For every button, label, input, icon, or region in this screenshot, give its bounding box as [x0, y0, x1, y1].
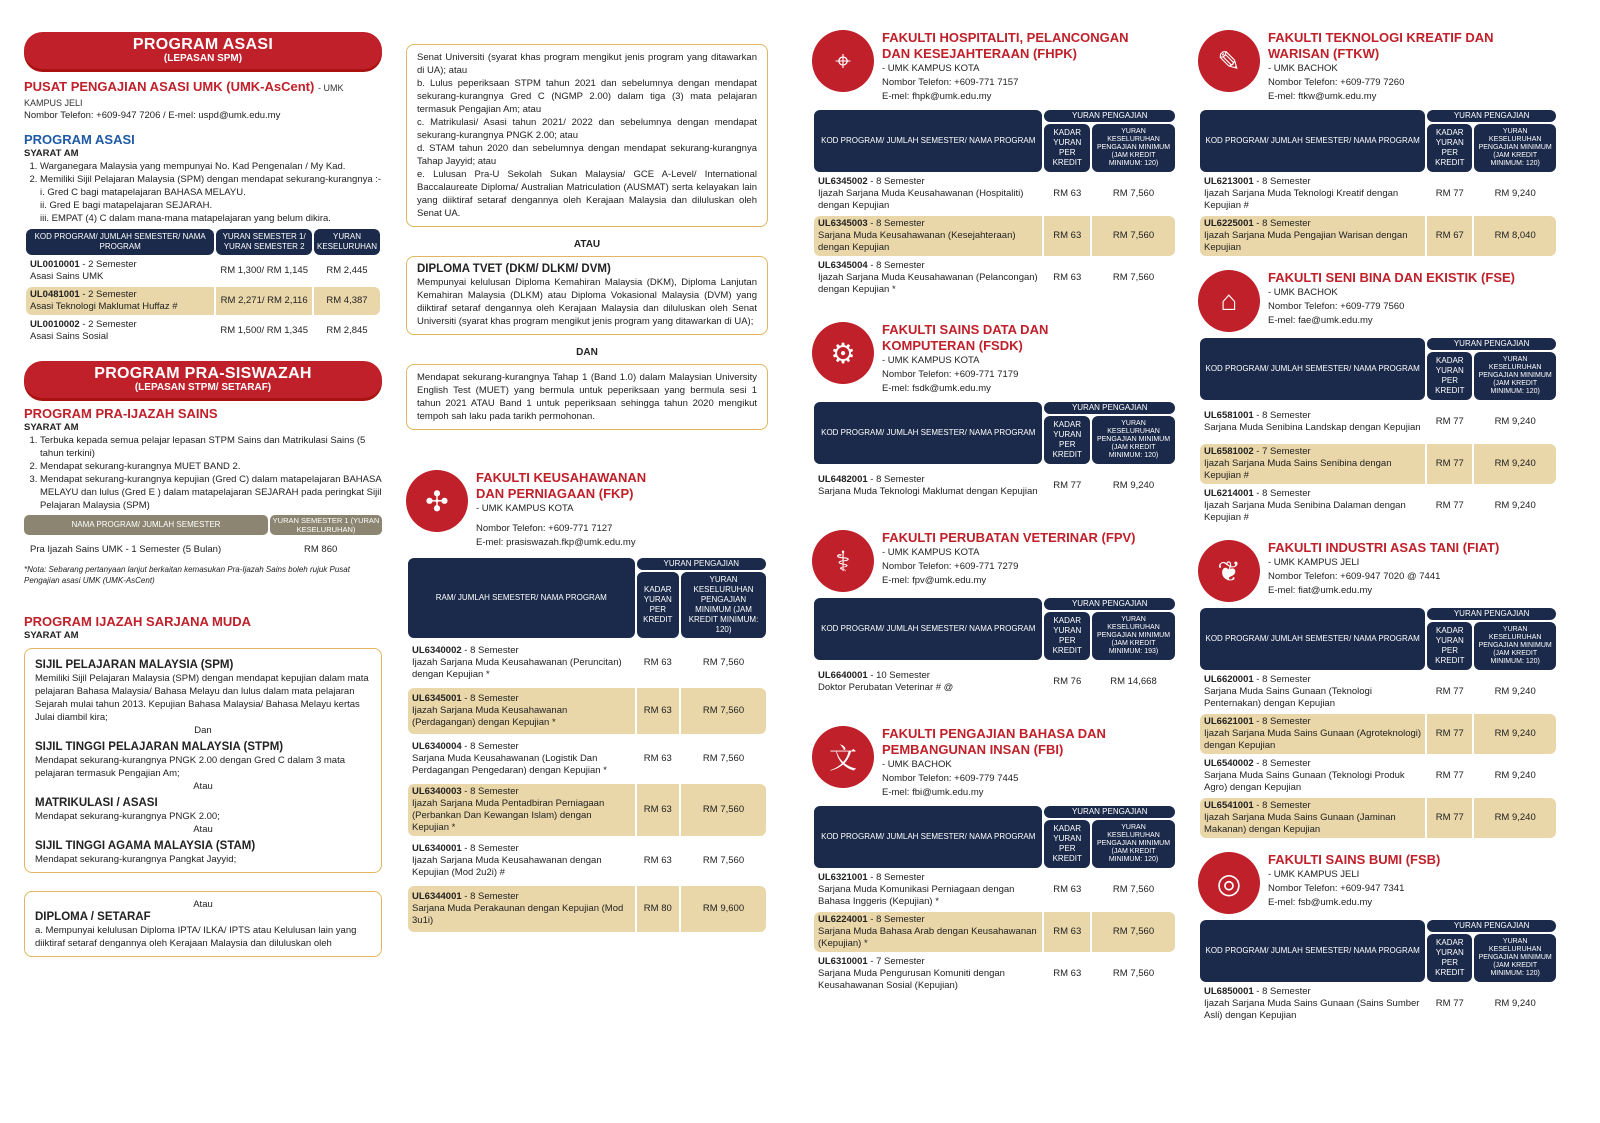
- entry-requirements-box: SIJIL PELAJARAN MALAYSIA (SPM) Memiliki Sijil Pelajaran Malaysia (SPM) dengan mendapat kepujian dalam mata pelajaran Bahasa Malaysia/ Bahasa Melayu dan lulus dalam mata pelajaran Sejarah mulai tahun 2013. Kepujian Bahasa Malaysia/ Bahasa Melayu kertas Julai diambil kira; Dan SIJIL TINGGI PELAJARAN MALAYSIA (STPM) Mendapat sekurang-kurangnya PNGK 2.00 dengan Gred C dalam 3 mata pelajaran termasuk Pengajian Am; Atau MATRIKULASI / ASASI Mendapat sekurang-kurangnya PNGK 2.00; Atau SIJIL TINGGI AGAMA MALAYSIA (STAM) Mendapat sekurang-kurangnya Pangkat Jayyid;: [24, 648, 382, 873]
- faculty-block: ⚙ FAKULTI SAINS DATA DAN KOMPUTERAN (FSDK) - UMK KAMPUS KOTA Nombor Telefon: +609-771 7179 E-mel: fsdk@umk.edu.my: [812, 322, 1177, 396]
- faculty-table: KOD PROGRAM/ JUMLAH SEMESTER/ NAMA PROGRAM YURAN PENGAJIAN KADAR YURAN PER KREDIT YURAN KESELURUHAN PENGAJIAN MINIMUM (JAM KREDIT MINIMUM: 193) UL6640001 - 10 Semester Doktor Perubatan Veterinar # @ RM 76 RM 14,668: [812, 596, 1177, 704]
- faculty-icon: ⚙: [812, 322, 874, 384]
- table-row: UL6214001 - 8 Semester Ijazah Sarjana Muda Senibina Dalaman dengan Kepujian # RM 77 RM 9,240: [1204, 488, 1536, 523]
- table-row: UL0010001 - 2 Semester Asasi Sains UMK RM 1,300/ RM 1,145 RM 2,445: [30, 259, 368, 282]
- requirements-list-2: 1. Terbuka kepada semua pelajar lepasan STPM Sains dan Matrikulasi Sains (5 tahun terkini) 2. Mendapat sekurang-kurangnya MUET BAND 2. 3. Mendapat sekurang-kurangnya kepujian (Gred C) dalam matapelajaran BAHASA MELAYU dan lulus (Gred E ) dalam matapelajaran SEJARAH pada peringkat Sijil Pelajaran Malaysia (SPM): [24, 434, 382, 512]
- req-item: 1. Warganegara Malaysia yang mempunyai No. Kad Pengenalan / My Kad.: [40, 160, 382, 173]
- table-row: UL6213001 - 8 Semester Ijazah Sarjana Muda Teknologi Kreatif dengan Kepujian # RM 77 RM 9,240: [1204, 176, 1536, 211]
- faculty-block: ◎ FAKULTI SAINS BUMI (FSB) - UMK KAMPUS JELI Nombor Telefon: +609-947 7341 E-mel: fsb@umk.edu.my: [1198, 852, 1558, 914]
- faculty-fkp: ✣ FAKULTI KEUSAHAWANAN DAN PERNIAGAAN (FKP) - UMK KAMPUS KOTA Nombor Telefon: +609-771 7127 E-mel: prasiswazah.fkp@umk.edu.my: [406, 470, 768, 550]
- table-row: UL0010002 - 2 Semester Asasi Sains Sosial RM 1,500/ RM 1,345 RM 2,845: [30, 319, 368, 342]
- table-row: UL6310001 - 7 Semester Sarjana Muda Pengurusan Komuniti dengan Keusahawanan Sosial (Kepujian) RM 63 RM 7,560: [818, 956, 1155, 991]
- req-item: 2. Memiliki Sijil Pelajaran Malaysia (SPM) dengan mendapat sekurang-kurangnya :-: [40, 173, 382, 186]
- atau-label: ATAU: [573, 239, 601, 250]
- faculty-table: KOD PROGRAM/ JUMLAH SEMESTER/ NAMA PROGRAM YURAN PENGAJIAN KADAR YURAN PER KREDIT YURAN KESELURUHAN PENGAJIAN MINIMUM (JAM KREDIT MINIMUM: 120) UL6581001 - 8 Semester Sarjana Muda Senibina Landskap dengan Kepujian RM 77 RM 9,240 UL6581002 - 7 Semester Ijazah Sarjana Muda Sains Senibina dengan Kepujian # RM 77 RM 9,240 UL6214001 - 8 Semester Ijazah Sarjana Muda Senibina Dalaman dengan Kepujian # RM 77 RM 9,240: [1198, 336, 1558, 528]
- faculty-block: ⌖ FAKULTI HOSPITALITI, PELANCONGAN DAN KESEJAHTERAAN (FHPK) - UMK KAMPUS KOTA Nombor Telefon: +609-771 7157 E-mel: fhpk@umk.edu.my: [812, 30, 1177, 104]
- diploma-continued-box: Senat Universiti (syarat khas program mengikut jenis program yang ditawarkan di UA); atau b. Lulus peperiksaan STPM tahun 2021 dan sebelumnya dengan mendapat sekurang-kurangnya Gred C (NGMP 2.00) dalam tiga (3) mata pelajaran termasuk Pengajian Am; atau c. Matrikulasi/ Asasi tahun 2021/ 2022 dan sebelumnya dengan mendapat sekurang-kurangnya PNGK 2.00; atau d. STAM tahun 2020 dan sebelumnya dengan mendapat sekurang-kurangnya Tahap Jayyid; atau e. Lulusan Pra-U Sekolah Sukan Malaysia/ GCE A-Level/ International Baccalaureate Diploma/ Australian Matriculation (AUSMAT) serta kelayakan lain yang diiktiraf setaraf dengannya oleh Kerajaan Malaysia dan diluluskan oleh Senat UA.: [406, 44, 768, 227]
- faculty-icon: ✎: [1198, 30, 1260, 92]
- pusat-contact: Nombor Telefon: +609-947 7206 / E-mel: uspd@umk.edu.my: [24, 110, 281, 121]
- network-icon: ✣: [406, 470, 468, 532]
- ijazah-heading: PROGRAM IJAZAH SARJANA MUDA: [24, 614, 252, 629]
- faculty-block: ✎ FAKULTI TEKNOLOGI KREATIF DAN WARISAN (FTKW) - UMK BACHOK Nombor Telefon: +609-779 7260 E-mel: ftkw@umk.edu.my: [1198, 30, 1558, 104]
- table-row: UL6581001 - 8 Semester Sarjana Muda Senibina Landskap dengan Kepujian RM 77 RM 9,240: [1204, 410, 1536, 433]
- column-2: [406, 44, 768, 934]
- table-row: UL6340004 - 8 Semester Sarjana Muda Keusahawanan (Logistik Dan Perdagangan Pengedaran) dengan Kepujian * RM 63 RM 7,560: [412, 741, 745, 776]
- faculty-table: KOD PROGRAM/ JUMLAH SEMESTER/ NAMA PROGRAM YURAN PENGAJIAN KADAR YURAN PER KREDIT YURAN KESELURUHAN PENGAJIAN MINIMUM (JAM KREDIT MINIMUM: 120) UL6345002 - 8 Semester Ijazah Sarjana Muda Keusahawanan (Hospitaliti) dengan Kepujian RM 63 RM 7,560 UL6345003 - 8 Semester Sarjana Muda Keusahawanan (Kesejahteraan) dengan Kepujian RM 63 RM 7,560 UL6345004 - 8 Semester Ijazah Sarjana Muda Keusahawanan (Pelancongan) dengan Kepujian * RM 63 RM 7,560: [812, 108, 1177, 300]
- banner-subtitle: (LEPASAN SPM): [163, 53, 243, 64]
- note: *Nota: Sebarang pertanyaan lanjut berkaitan kemasukan Pra-Ijazah Sains boleh rujuk Pusat Pengajian asasi UMK (UMK-AsCent): [24, 565, 350, 585]
- muet-box: Mendapat sekurang-kurangnya Tahap 1 (Band 1.0) dalam Malaysian University English Test (MUET) yang bermula untuk peperiksaan yang bermula sesi 1 tahun 2021 ATAU Band 1 untuk peperiksaan sehingga tahun 2020 mengikut tempoh sah laku pada tarikh permohonan.: [406, 364, 768, 430]
- banner-program-asasi: [24, 32, 382, 69]
- faculty-block: ❦ FAKULTI INDUSTRI ASAS TANI (FIAT) - UMK KAMPUS JELI Nombor Telefon: +609-947 7020 @ 7441 E-mel: fiat@umk.edu.my: [1198, 540, 1558, 602]
- table-row: UL6345001 - 8 Semester Ijazah Sarjana Muda Keusahawanan (Perdagangan) dengan Kepujian * RM 63 RM 7,560: [408, 688, 766, 734]
- table-row: UL6345004 - 8 Semester Ijazah Sarjana Muda Keusahawanan (Pelancongan) dengan Kepujian * RM 63 RM 7,560: [818, 260, 1155, 295]
- pra-ijazah-heading: PROGRAM PRA-IJAZAH SAINS: [24, 406, 218, 421]
- faculty-icon: ⚕: [812, 530, 874, 592]
- table-row: UL6482001 - 8 Semester Sarjana Muda Teknologi Maklumat dengan Kepujian RM 77 RM 9,240: [818, 474, 1155, 497]
- dan-label: DAN: [576, 347, 598, 358]
- syarat-am: SYARAT AM: [24, 148, 79, 159]
- table-row: UL6340001 - 8 Semester Ijazah Sarjana Muda Keusahawanan dengan Kepujian (Mod 2u2i) # RM 63 RM 7,560: [412, 843, 745, 878]
- faculty-icon: ⌂: [1198, 270, 1260, 332]
- table-row: UL0481001 - 2 Semester Asasi Teknologi Maklumat Huffaz # RM 2,271/ RM 2,116 RM 4,387: [26, 287, 380, 315]
- pra-table-header: NAMA PROGRAM/ JUMLAH SEMESTER YURAN SEMESTER 1 (YURAN KESELURUHAN): [24, 515, 382, 535]
- faculty-icon: ◎: [1198, 852, 1260, 914]
- faculty-icon: ❦: [1198, 540, 1260, 602]
- table-row: UL6640001 - 10 Semester Doktor Perubatan Veterinar # @ RM 76 RM 14,668: [818, 670, 1157, 693]
- table-row: UL6224001 - 8 Semester Sarjana Muda Bahasa Arab dengan Keusahawanan (Kepujian) * RM 63 RM 7,560: [814, 912, 1175, 952]
- table-row: UL6541001 - 8 Semester Ijazah Sarjana Muda Sains Gunaan (Jaminan Makanan) dengan Kepujian RM 77 RM 9,240: [1200, 798, 1556, 838]
- table-row: UL6340002 - 8 Semester Ijazah Sarjana Muda Keusahawanan (Peruncitan) dengan Kepujian * RM 63 RM 7,560: [412, 645, 745, 680]
- diploma-box: Atau DIPLOMA / SETARAF a. Mempunyai kelulusan Diploma IPTA/ ILKA/ IPTS atau Kelulusan lain yang diiktiraf setaraf dengannya oleh Kerajaan Malaysia dan diluluskan oleh: [24, 891, 382, 957]
- faculty-table: KOD PROGRAM/ JUMLAH SEMESTER/ NAMA PROGRAM YURAN PENGAJIAN KADAR YURAN PER KREDIT YURAN KESELURUHAN PENGAJIAN MINIMUM (JAM KREDIT MINIMUM: 120) UL6321001 - 8 Semester Sarjana Muda Komunikasi Perniagaan dengan Bahasa Inggeris (Kepujian) * RM 63 RM 7,560 UL6224001 - 8 Semester Sarjana Muda Bahasa Arab dengan Keusahawanan (Kepujian) * RM 63 RM 7,560 UL6310001 - 7 Semester Sarjana Muda Pengurusan Komuniti dengan Keusahawanan Sosial (Kepujian) RM 63 RM 7,560: [812, 804, 1177, 996]
- column-4: [1198, 26, 1558, 1026]
- table-row: UL6581002 - 7 Semester Ijazah Sarjana Muda Sains Senibina dengan Kepujian # RM 77 RM 9,240: [1200, 444, 1556, 484]
- table-row: UL6345002 - 8 Semester Ijazah Sarjana Muda Keusahawanan (Hospitaliti) dengan Kepujian RM 63 RM 7,560: [818, 176, 1155, 211]
- pusat-heading: PUSAT PENGAJIAN ASASI UMK (UMK-AsCent) - UMK KAMPUS JELI: [24, 79, 344, 108]
- table-row: UL6621001 - 8 Semester Ijazah Sarjana Muda Sains Gunaan (Agroteknologi) dengan Kepujian RM 77 RM 9,240: [1200, 714, 1556, 754]
- faculty-table: KOD PROGRAM/ JUMLAH SEMESTER/ NAMA PROGRAM YURAN PENGAJIAN KADAR YURAN PER KREDIT YURAN KESELURUHAN PENGAJIAN MINIMUM (JAM KREDIT MINIMUM: 120) UL6850001 - 8 Semester Ijazah Sarjana Muda Sains Gunaan (Sains Sumber Asli) dengan Kepujian RM 77 RM 9,240: [1198, 918, 1558, 1026]
- faculty-block: ⌂ FAKULTI SENI BINA DAN EKISTIK (FSE) - UMK BACHOK Nombor Telefon: +609-779 7560 E-mel: fae@umk.edu.my: [1198, 270, 1558, 332]
- table-row: UL6620001 - 8 Semester Sarjana Muda Sains Gunaan (Teknologi Penternakan) dengan Kepujian RM 77 RM 9,240: [1204, 674, 1536, 709]
- table-row: UL6540002 - 8 Semester Sarjana Muda Sains Gunaan (Teknologi Produk Agro) dengan Kepujian RM 77 RM 9,240: [1204, 758, 1536, 793]
- tvet-box: DIPLOMA TVET (DKM/ DLKM/ DVM) Mempunyai kelulusan Diploma Kemahiran Malaysia (DKM), Diploma Lanjutan Kemahiran Malaysia (DLKM) atau Diploma Vokasional Malaysia (DVM) yang diiktiraf setaraf dengannya oleh Kerajaan Malaysia dan diluluskan oleh Senat Universiti (syarat khas program mengikut jenis program yang ditawarkan di UA);: [406, 256, 768, 335]
- pra-row: Pra Ijazah Sains UMK - 1 Semester (5 Bulan) RM 860: [30, 544, 338, 555]
- table-row: UL6321001 - 8 Semester Sarjana Muda Komunikasi Perniagaan dengan Bahasa Inggeris (Kepujian) * RM 63 RM 7,560: [818, 872, 1155, 907]
- table-row: UL6850001 - 8 Semester Ijazah Sarjana Muda Sains Gunaan (Sains Sumber Asli) dengan Kepujian RM 77 RM 9,240: [1204, 986, 1536, 1021]
- program-asasi-heading: PROGRAM ASASI: [24, 132, 135, 147]
- sub-req: i. Gred C bagi matapelajaran BAHASA MELAYU. ii. Gred E bagi matapelajaran SEJARAH. iii. EMPAT (4) C dalam mana-mana matapelajaran yang belum dikira.: [40, 187, 331, 224]
- faculty-table: KOD PROGRAM/ JUMLAH SEMESTER/ NAMA PROGRAM YURAN PENGAJIAN KADAR YURAN PER KREDIT YURAN KESELURUHAN PENGAJIAN MINIMUM (JAM KREDIT MINIMUM: 120) UL6482001 - 8 Semester Sarjana Muda Teknologi Maklumat dengan Kepujian RM 77 RM 9,240: [812, 400, 1177, 508]
- table-row: UL6345003 - 8 Semester Sarjana Muda Keusahawanan (Kesejahteraan) dengan Kepujian RM 63 RM 7,560: [814, 216, 1175, 256]
- fkp-table: RAM/ JUMLAH SEMESTER/ NAMA PROGRAM YURAN PENGAJIAN KADAR YURAN PER KREDIT YURAN KESELURUHAN PENGAJIAN MINIMUM (JAM KREDIT MINIMUM: 120) UL6340002 - 8 Semester Ijazah Sarjana Muda Keusahawanan (Peruncitan) dengan Kepujian * RM 63 RM 7,560 UL6345001 - 8 Semester Ijazah Sarjana Muda Keusahawanan (Perdagangan) dengan Kepujian * RM 63 RM 7,560 UL6340004 - 8 Semester Sarjana Muda Keusahawanan (Logistik Dan Perdagangan Pengedaran) dengan Kepujian * RM 63 RM 7,560 UL6340003 - 8 Semester Ijazah Sarjana Muda Pentadbiran Perniagaan (Perbankan Dan Kewangan Islam) dengan Kepujian * RM 63 RM 7,560 UL6340001 - 8 Semester Ijazah Sarjana Muda Keusahawanan dengan Kepujian (Mod 2u2i) # RM 63 RM 7,560 UL6344001 - 8 Semester Sarjana Muda Perakaunan dengan Kepujian (Mod 3u1i) RM 80 RM 9,600: [406, 556, 768, 934]
- faculty-block: 文 FAKULTI PENGAJIAN BAHASA DAN PEMBANGUNAN INSAN (FBI) - UMK BACHOK Nombor Telefon: +609-779 7445 E-mel: fbi@umk.edu.my: [812, 726, 1177, 800]
- faculty-icon: ⌖: [812, 30, 874, 92]
- faculty-icon: 文: [812, 726, 874, 788]
- column-3: [812, 26, 1177, 996]
- faculty-block: ⚕ FAKULTI PERUBATAN VETERINAR (FPV) - UMK KAMPUS KOTA Nombor Telefon: +609-771 7279 E-mel: fpv@umk.edu.my: [812, 530, 1177, 592]
- faculty-table: KOD PROGRAM/ JUMLAH SEMESTER/ NAMA PROGRAM YURAN PENGAJIAN KADAR YURAN PER KREDIT YURAN KESELURUHAN PENGAJIAN MINIMUM (JAM KREDIT MINIMUM: 120) UL6620001 - 8 Semester Sarjana Muda Sains Gunaan (Teknologi Penternakan) dengan Kepujian RM 77 RM 9,240 UL6621001 - 8 Semester Ijazah Sarjana Muda Sains Gunaan (Agroteknologi) dengan Kepujian RM 77 RM 9,240 UL6540002 - 8 Semester Sarjana Muda Sains Gunaan (Teknologi Produk Agro) dengan Kepujian RM 77 RM 9,240 UL6541001 - 8 Semester Ijazah Sarjana Muda Sains Gunaan (Jaminan Makanan) dengan Kepujian RM 77 RM 9,240: [1198, 606, 1558, 840]
- banner-pra-siswazah: PROGRAM PRA-SISWAZAH (LEPASAN STPM/ SETARAF): [24, 361, 382, 398]
- table-row: UL6344001 - 8 Semester Sarjana Muda Perakaunan dengan Kepujian (Mod 3u1i) RM 80 RM 9,600: [408, 886, 766, 932]
- banner-title: PROGRAM ASASI: [132, 36, 274, 53]
- column-1: PROGRAM ASASI (LEPASAN SPM) PUSAT PENGAJIAN ASASI UMK (UMK-AsCent) - UMK KAMPUS JELI Nombor Telefon: +609-947 7206 / E-mel: uspd@umk.edu.my PROGRAM ASASI SYARAT AM 1. Warganegara Malaysia yang mempunyai No. Kad Pengenalan / My Kad. 2. Memiliki Sijil Pelajaran Malaysia (SPM) dengan mendapat sekurang-kurangnya :- i. Gred C bagi matapelajaran BAHASA MELAYU. ii. Gred E bagi matapelajaran SEJARAH. iii. EMPAT (4) C dalam mana-mana matapelajaran yang belum dikira. KOD PROGRAM/ JUMLAH SEMESTER/ NAMA PROGRAM YURAN SEMESTER 1/ YURAN SEMESTER 2 YURAN KESELURUHAN UL0010001 - 2 Semester Asasi Sains UMK RM 1,300/ RM 1,145 RM 2,445 UL0481001 - 2 Semester Asasi Teknologi Maklumat Huffaz # RM 2,271/ RM 2,116 RM 4,387 UL0010002 - 2 Semester Asasi Sains Sosial RM 1,500/ RM 1,345 RM 2,845 PROGRAM PRA-SISWAZAH (LEPASAN STPM/ SETARAF) PROGRAM PRA-IJAZAH SAINS SYARAT AM 1. Terbuka kepada semua pelajar lepasan STPM Sains dan Matrikulasi Sains (5 tahun terkini) 2. Mendapat sekurang-kurangnya MUET BAND 2. 3. Mendapat sekurang-kurangnya kepujian (Gred C) dalam matapelajaran BAHASA MELAYU dan lulus (Gred E ) dalam matapelajaran SEJARAH pada peringkat Sijil Pelajaran Malaysia (SPM) NAMA PROGRAM/ JUMLAH SEMESTER YURAN SEMESTER 1 (YURAN KESELURUHAN) Pra Ijazah Sains UMK - 1 Semester (5 Bulan) RM 860 *Nota: Sebarang pertanyaan lanjut berkaitan kemasukan Pra-Ijazah Sains boleh rujuk Pusat Pengajian asasi UMK (UMK-AsCent) PROGRAM IJAZAH SARJANA MUDA SYARAT AM SIJIL PELAJARAN MALAYSIA (SPM) Memiliki Sijil Pelajaran Malaysia (SPM) dengan mendapat kepujian dalam mata pelajaran Bahasa Malaysia/ Bahasa Melayu dan lulus dalam mata pelajaran Sejarah mulai tahun 2013. Kepujian Bahasa Malaysia/ Bahasa Melayu kertas Julai diambil kira; Dan SIJIL TINGGI PELAJARAN MALAYSIA (STPM) Mendapat sekurang-kurangnya PNGK 2.00 dengan Gred C dalam 3 mata pelajaran termasuk Pengajian Am; Atau MATRIKULASI / ASASI Mendapat sekurang-kurangnya PNGK 2.00; Atau SIJIL TINGGI AGAMA MALAYSIA (STAM) Mendapat sekurang-kurangnya Pangkat Jayyid; Atau DIPLOMA / SETARAF a. Mempunyai kelulusan Diploma IPTA/ ILKA/ IPTS atau Kelulusan lain yang diiktiraf setaraf dengannya oleh Kerajaan Malaysia dan diluluskan oleh: [24, 32, 382, 957]
- faculty-table: KOD PROGRAM/ JUMLAH SEMESTER/ NAMA PROGRAM YURAN PENGAJIAN KADAR YURAN PER KREDIT YURAN KESELURUHAN PENGAJIAN MINIMUM (JAM KREDIT MINIMUM: 120) UL6213001 - 8 Semester Ijazah Sarjana Muda Teknologi Kreatif dengan Kepujian # RM 77 RM 9,240 UL6225001 - 8 Semester Ijazah Sarjana Muda Pengajian Warisan dengan Kepujian RM 67 RM 8,040: [1198, 108, 1558, 258]
- asasi-table: KOD PROGRAM/ JUMLAH SEMESTER/ NAMA PROGRAM YURAN SEMESTER 1/ YURAN SEMESTER 2 YURAN KESELURUHAN UL0010001 - 2 Semester Asasi Sains UMK RM 1,300/ RM 1,145 RM 2,445 UL0481001 - 2 Semester Asasi Teknologi Maklumat Huffaz # RM 2,271/ RM 2,116 RM 4,387 UL0010002 - 2 Semester Asasi Sains Sosial RM 1,500/ RM 1,345 RM 2,845: [24, 227, 382, 347]
- requirements-list: [24, 160, 382, 186]
- table-row: UL6225001 - 8 Semester Ijazah Sarjana Muda Pengajian Warisan dengan Kepujian RM 67 RM 8,040: [1200, 216, 1556, 256]
- table-row: UL6340003 - 8 Semester Ijazah Sarjana Muda Pentadbiran Perniagaan (Perbankan Dan Kewangan Islam) dengan Kepujian * RM 63 RM 7,560: [408, 784, 766, 836]
